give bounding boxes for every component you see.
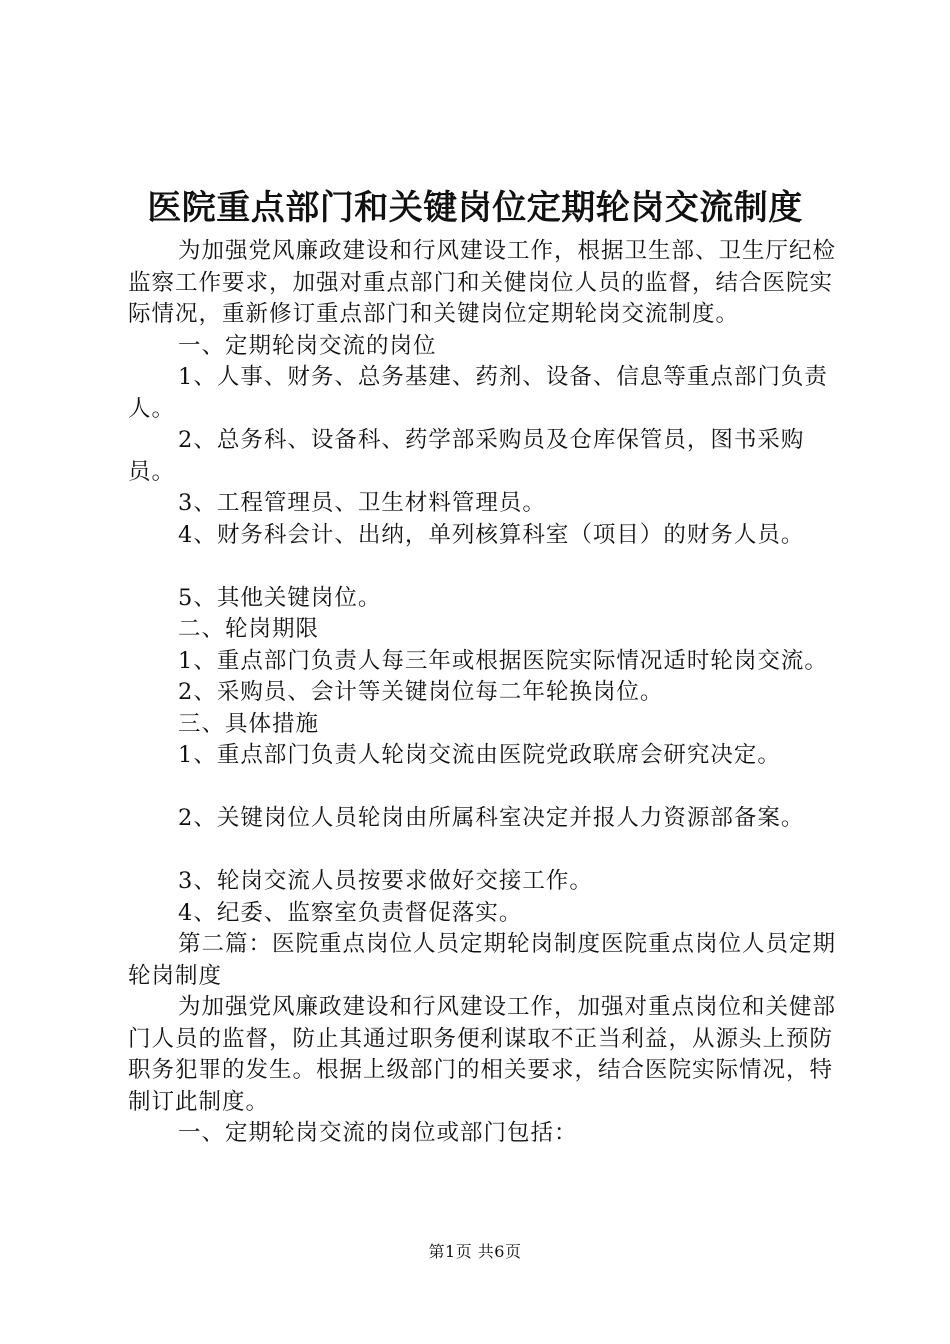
second-article-title: 第二篇：医院重点岗位人员定期轮岗制度医院重点岗位人员定期轮岗制度 — [128, 931, 837, 989]
list-item: 1、重点部门负责人轮岗交流由医院党政联席会研究决定。 — [178, 742, 781, 768]
page-number: 第1页 共6页 — [428, 1242, 522, 1261]
document-body — [128, 236, 850, 1150]
section-heading-1: 一、定期轮岗交流的岗位 — [178, 332, 437, 359]
list-item: 3、轮岗交流人员按要求做好交接工作。 — [178, 868, 593, 894]
list-item: 5、其他关键岗位。 — [178, 584, 382, 611]
section-heading-2: 二、轮岗期限 — [178, 616, 320, 642]
list-item: 2、采购员、会计等关键岗位每二年轮换岗位。 — [178, 679, 664, 705]
section-heading-1: 一、定期轮岗交流的岗位或部门包括： — [178, 1120, 578, 1146]
list-item: 3、工程管理员、卫生材料管理员。 — [178, 490, 546, 516]
second-article-intro: 为加强党风廉政建设和行风建设工作，加强对重点岗位和关健部门人员的监督，防止其通过职务便利谋取不正当利益，从源头上预防职务犯罪的发生。根据上级部门的相关要求，结合医院实际情况，特制订此制度。 — [128, 994, 837, 1115]
list-item: 4、财务科会计、出纳，单列核算科室（项目）的财务人员。 — [178, 521, 805, 548]
section-heading-3: 三、具体措施 — [178, 710, 320, 737]
list-item: 2、关键岗位人员轮岗由所属科室决定并报人力资源部备案。 — [178, 805, 805, 831]
list-item: 2、总务科、设备科、药学部采购员及仓库保管员，图书采购员。 — [128, 427, 805, 485]
list-item: 1、人事、财务、总务基建、药剂、设备、信息等重点部门负责人。 — [128, 364, 828, 422]
document-title: 医院重点部门和关键岗位定期轮岗交流制度 — [147, 188, 803, 228]
intro-paragraph: 为加强党风廉政建设和行风建设工作，根据卫生部、卫生厅纪检监察工作要求，加强对重点部门和关健岗位人员的监督，结合医院实际情况，重新修订重点部门和关键岗位定期轮岗交流制度。 — [128, 238, 837, 327]
list-item: 4、纪委、监察室负责督促落实。 — [178, 899, 523, 926]
list-item: 1、重点部门负责人每三年或根据医院实际情况适时轮岗交流。 — [178, 647, 828, 674]
